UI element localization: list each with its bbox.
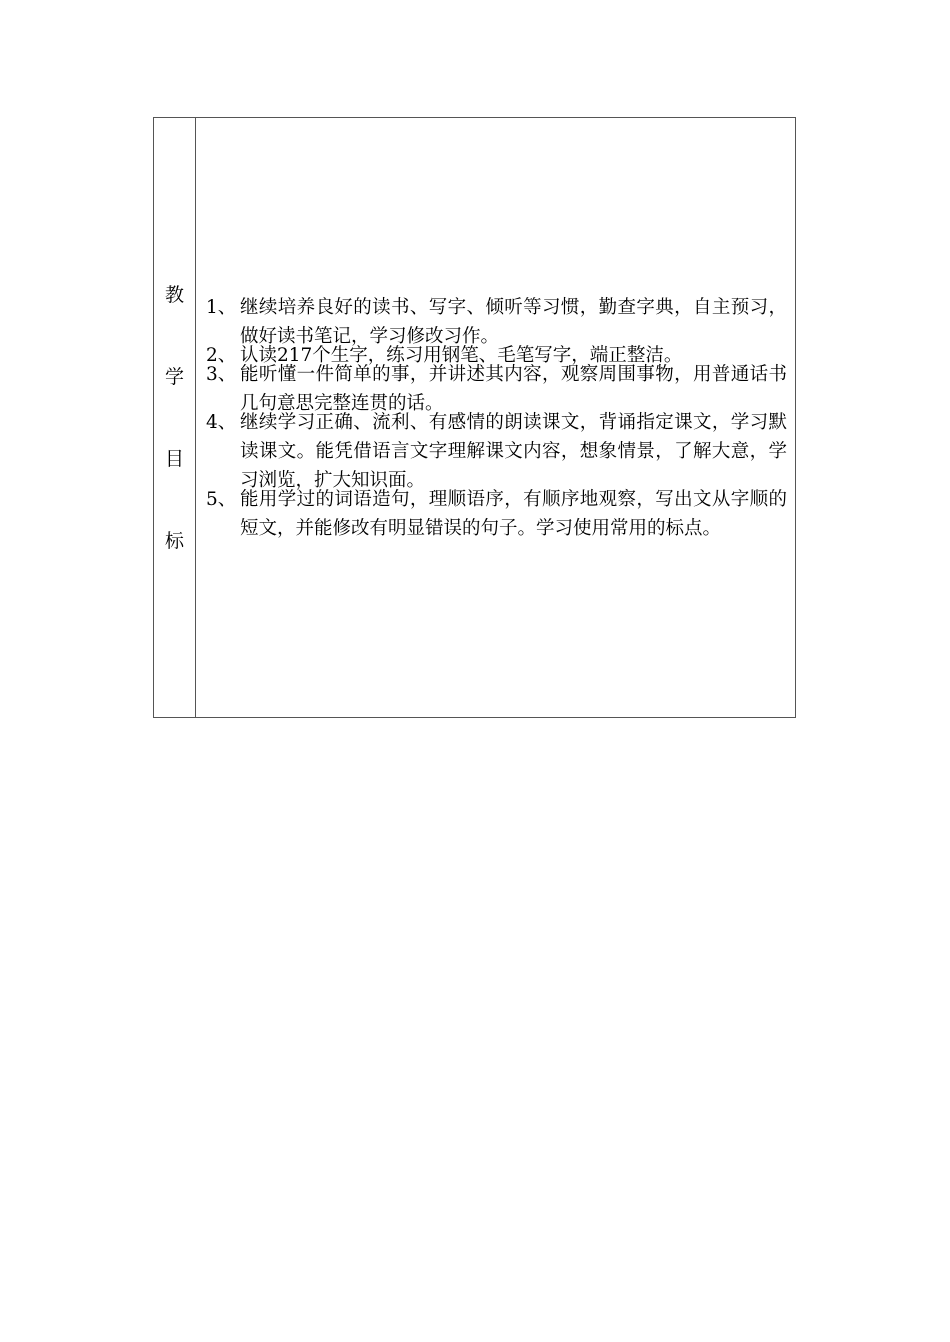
goal-number: 2、 (206, 344, 237, 366)
list-item (206, 485, 787, 543)
table-content-cell (196, 118, 795, 717)
table-label-cell (154, 118, 196, 717)
list-item (206, 408, 787, 495)
goal-number: 4、 (206, 411, 237, 433)
label-char: 标 (164, 529, 184, 552)
label-char: 教 (164, 283, 184, 306)
goal-list (206, 293, 787, 543)
teaching-goals-table (153, 117, 796, 718)
goal-text: 能用学过的词语造句，理顺语序，有顺序地观察，写出文从字顺的短文，并能修改有明显错误的句子。学习使用常用的标点。 (240, 488, 787, 539)
goal-text: 能听懂一件简单的事，并讲述其内容，观察周围事物，用普通话书几句意思完整连贯的话。 (240, 363, 787, 414)
goal-text: 继续培养良好的读书、写字、倾听等习惯，勤查字典，自主预习，做好读书笔记，学习修改习作。 (240, 296, 787, 347)
goal-number: 1、 (206, 296, 237, 318)
goal-text: 认读217个生字，练习用钢笔、毛笔写字，端正整洁。 (240, 344, 683, 366)
goal-number: 3、 (206, 363, 237, 385)
label-char: 目 (164, 447, 184, 470)
goal-text: 继续学习正确、流利、有感情的朗读课文，背诵指定课文，学习默读课文。能凭借语言文字理解课文内容，想象情景，了解大意，学习浏览，扩大知识面。 (240, 411, 787, 491)
label-char: 学 (164, 365, 184, 388)
goal-number: 5、 (206, 488, 237, 510)
